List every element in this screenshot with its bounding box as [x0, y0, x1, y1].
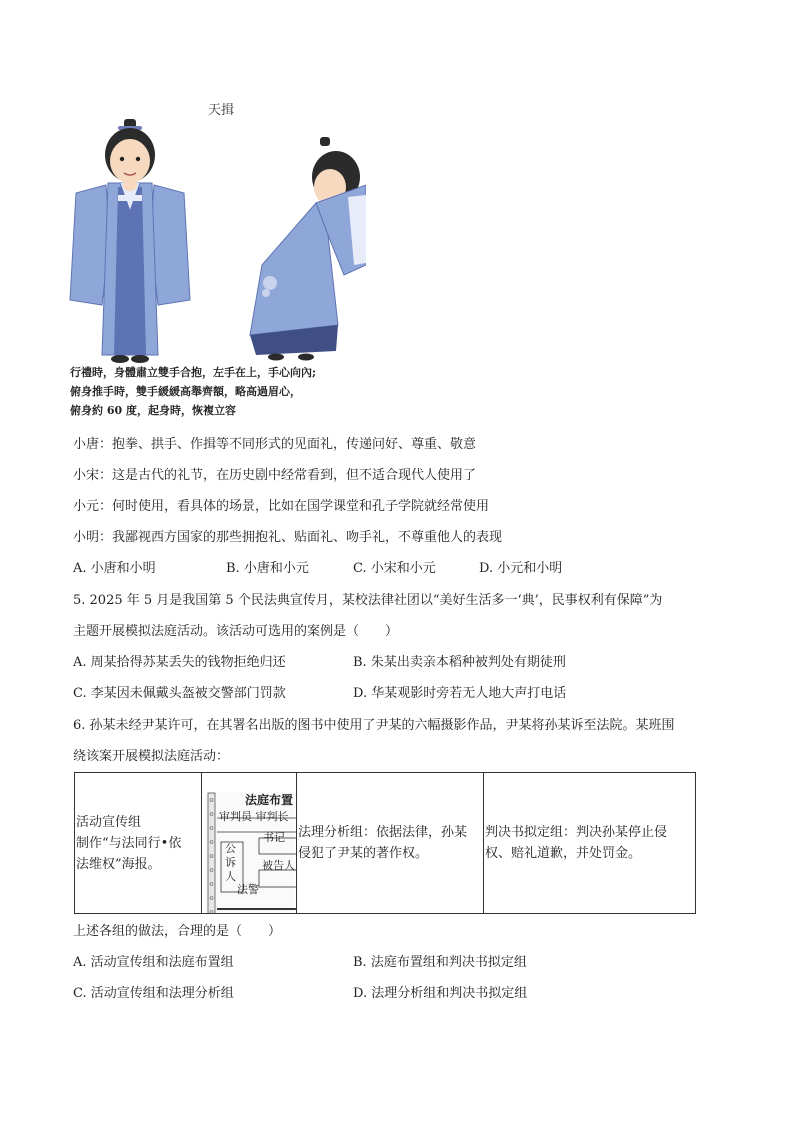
- promo-group-cell: [75, 773, 202, 914]
- court-board-judges: 审判员 审判长: [219, 810, 289, 823]
- analysis-group-line: 侵犯了尹某的著作权。: [298, 846, 429, 861]
- q4-statement-xiaotang: 小唐：抱拳、拱手、作揖等不同形式的见面礼，传递问好、尊重、敬意: [73, 437, 477, 452]
- q4-option-d: D. 小元和小明: [479, 561, 563, 576]
- q5-option-c: C. 李某因未佩戴头盔被交警部门罚款: [73, 686, 286, 701]
- court-board-police: 法警: [237, 883, 259, 896]
- q6-option-b: B. 法庭布置组和判决书拟定组: [353, 955, 527, 970]
- q4-option-a: A. 小唐和小明: [73, 561, 156, 576]
- bowing-figure: [250, 137, 366, 361]
- q6-option-d: D. 法理分析组和判决书拟定组: [353, 986, 528, 1001]
- caption-line: 俯身約 60 度，起身時，恢複立容: [70, 404, 236, 417]
- verdict-group-line: 权、赔礼道歉，并处罚金。: [485, 846, 642, 861]
- q6-stem-line2: 绕该案开展模拟法庭活动：: [73, 749, 230, 764]
- mock-court-table: [74, 772, 696, 914]
- q4-option-c: C. 小宋和小元: [353, 561, 436, 576]
- analysis-group-cell: [297, 773, 484, 914]
- analysis-group-line: 法理分析组：依据法律，孙某: [298, 825, 468, 840]
- figure-title: 天揖: [208, 103, 235, 118]
- q5-option-d: D. 华某观影时旁若无人地大声打电话: [353, 686, 567, 701]
- etiquette-figure: [66, 95, 366, 425]
- q5-option-b: B. 朱某出卖亲本稻种被判处有期徒刑: [353, 655, 566, 670]
- caption-line: 俯身推手時，雙手緩緩高舉齊額，略高過眉心，: [70, 385, 301, 398]
- court-board-prosecutor: 公诉人: [225, 842, 236, 883]
- q4-option-b: B. 小唐和小元: [226, 561, 309, 576]
- q6-question: 上述各组的做法，合理的是（ ）: [73, 924, 282, 939]
- q6-option-a: A. 活动宣传组和法庭布置组: [73, 955, 234, 970]
- court-layout-cell: [202, 773, 297, 914]
- figure-caption: [70, 363, 316, 420]
- promo-group-line: 法维权”海报。: [76, 856, 161, 872]
- court-board-clerk: 书记: [263, 831, 285, 844]
- q4-statement-xiaosong: 小宋：这是古代的礼节，在历史剧中经常看到，但不适合现代人使用了: [73, 468, 477, 483]
- q4-statement-xiaoyuan: 小元：何时使用，看具体的场景，比如在国学课堂和孔子学院就经常使用: [73, 499, 490, 514]
- q4-statement-xiaoming: 小明：我鄙视西方国家的那些拥抱礼、贴面礼、吻手礼，不尊重他人的表现: [73, 530, 503, 545]
- verdict-group-cell: [484, 773, 696, 914]
- bowing-figures-illustration: [66, 115, 366, 380]
- standing-figure: [70, 119, 190, 363]
- caption-line: 行禮時，身體肅立雙手合抱，左手在上，手心向內;: [70, 366, 317, 379]
- q6-stem-line1: 6. 孙某未经尹某许可，在其署名出版的图书中使用了尹某的六幅摄影作品，尹某将孙某诉至法院。某班围: [73, 718, 675, 733]
- q5-stem-line1: 5. 2025 年 5 月是我国第 5 个民法典宣传月，某校法律社团以“美好生活多一‘典’，民事权利有保障”为: [73, 593, 663, 608]
- court-board-title: 法庭布置: [245, 793, 294, 807]
- q6-option-c: C. 活动宣传组和法理分析组: [73, 986, 234, 1001]
- q5-stem-line2: 主题开展模拟法庭活动。该活动可选用的案例是（ ）: [73, 624, 399, 639]
- q5-option-a: A. 周某拾得苏某丢失的钱物拒绝归还: [73, 655, 286, 670]
- verdict-group-line: 判决书拟定组：判决孙某停止侵: [485, 825, 668, 840]
- court-board-defendant: 被告人: [262, 859, 295, 872]
- promo-group-line: 制作“与法同行•依: [76, 835, 182, 851]
- promo-group-title: 活动宣传组: [76, 814, 142, 830]
